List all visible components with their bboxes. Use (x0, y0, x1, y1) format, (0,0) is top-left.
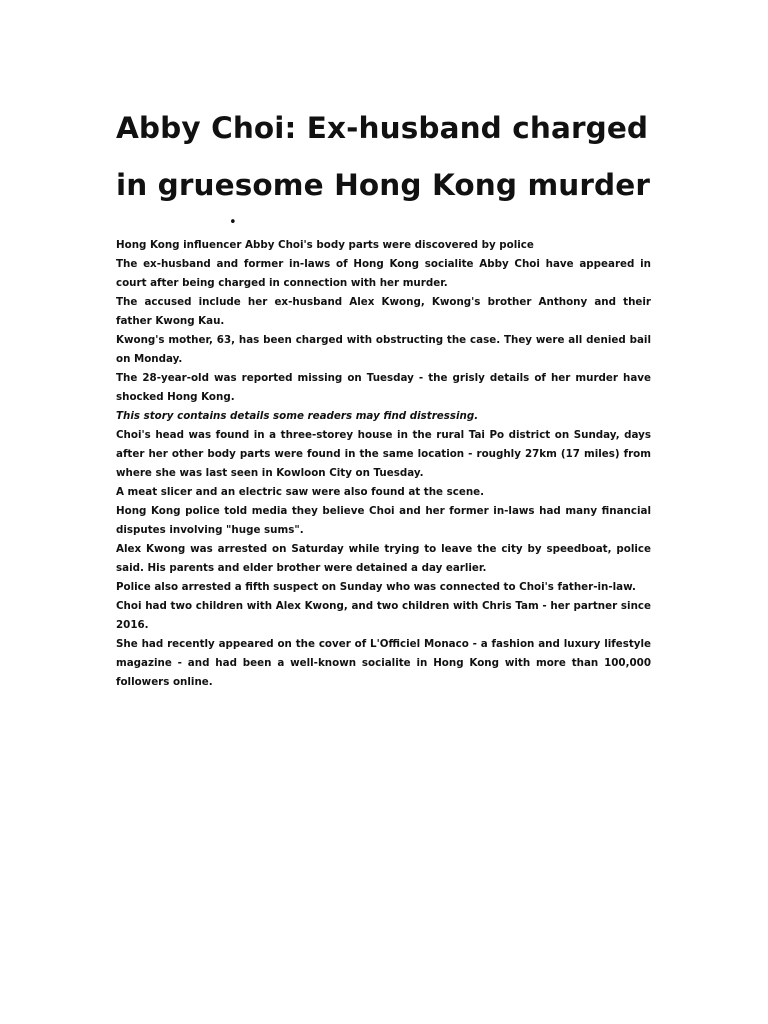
paragraph: A meat slicer and an electric saw were also found at the scene. (116, 486, 485, 498)
paragraph: Alex Kwong was arrested on Saturday while trying to leave the city by speedboat, police said. His parents and elder brother were detained a day earlier. (116, 543, 651, 574)
paragraph: The accused include her ex-husband Alex Kwong, Kwong's brother Anthony and their father Kwong Kau. (116, 296, 651, 327)
content-warning: This story contains details some readers may find distressing. (116, 410, 479, 422)
paragraph: Choi's head was found in a three-storey house in the rural Tai Po district on Sunday, days after her other body parts were found in the same location - roughly 27km (17 miles) from where she was last seen in Kowloon City on Tuesday. (116, 429, 651, 479)
bullet-icon: • (229, 215, 237, 230)
paragraph: Police also arrested a fifth suspect on Sunday who was connected to Choi's father-in-law. (116, 581, 636, 593)
article-body (116, 236, 651, 692)
paragraph-caption: Hong Kong influencer Abby Choi's body parts were discovered by police (116, 239, 534, 251)
paragraph: Choi had two children with Alex Kwong, and two children with Chris Tam - her partner since 2016. (116, 600, 651, 631)
title-line-1: Abby Choi: Ex-husband charged (116, 111, 649, 145)
paragraph: She had recently appeared on the cover of L'Officiel Monaco - a fashion and luxury lifestyle magazine - and had been a well-known socialite in Hong Kong with more than 100,000 followers online. (116, 638, 651, 688)
bullet-row (116, 214, 651, 236)
paragraph: The ex-husband and former in-laws of Hong Kong socialite Abby Choi have appeared in court after being charged in connection with her murder. (116, 258, 651, 289)
article-title (116, 100, 651, 214)
paragraph: The 28-year-old was reported missing on Tuesday - the grisly details of her murder have shocked Hong Kong. (116, 372, 651, 403)
paragraph: Kwong's mother, 63, has been charged with obstructing the case. They were all denied bail on Monday. (116, 334, 651, 365)
paragraph: Hong Kong police told media they believe Choi and her former in-laws had many financial disputes involving "huge sums". (116, 505, 651, 536)
article (116, 100, 651, 692)
title-line-2: in gruesome Hong Kong murder (116, 168, 651, 202)
